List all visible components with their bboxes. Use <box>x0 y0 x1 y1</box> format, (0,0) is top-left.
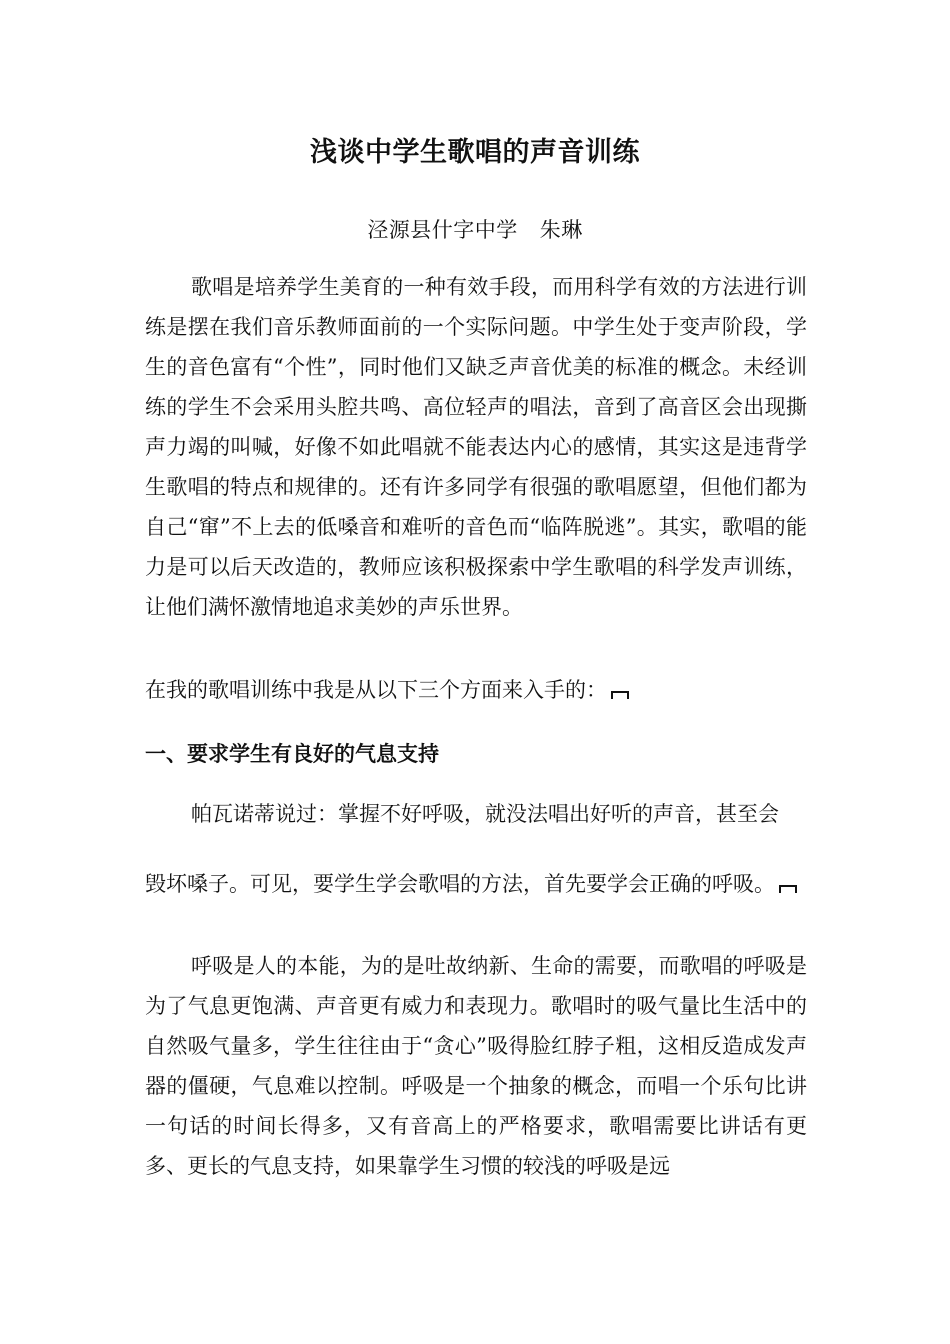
author-line <box>0 214 950 244</box>
breathing-paragraph: 呼吸是人的本能，为的是吐故纳新、生命的需要，而歌唱的呼吸是为了气息更饱满、声音更有威力和表现力。歌唱时的吸气量比生活中的自然吸气量多，学生往往由于“贪心”吸得脸红脖子粗，这相反造成发声器的僵硬，气息难以控制。呼吸是一个抽象的概念，而唱一个乐句比讲一句话的时间长得多，又有音高上的严格要求，歌唱需要比讲话有更多、更长的气息支持，如果靠学生习惯的较浅的呼吸是远 <box>145 954 807 1178</box>
author-name: 朱琳 <box>539 218 583 242</box>
quote-line-2-paragraph <box>145 864 807 904</box>
author-school: 泾源县什字中学 <box>367 218 518 242</box>
return-mark-icon <box>779 885 797 893</box>
quote-line-2: 毁坏嗓子。可见，要学生学会歌唱的方法，首先要学会正确的呼吸。 <box>145 872 775 896</box>
quote-line-1: 帕瓦诺蒂说过：掌握不好呼吸，就没法唱出好听的声音，甚至会 <box>191 802 779 826</box>
lead-in-text: 在我的歌唱训练中我是从以下三个方面来入手的： <box>145 678 607 702</box>
lead-in-paragraph <box>145 670 807 710</box>
section-heading: 一、要求学生有良好的气息支持 <box>145 741 439 766</box>
intro-paragraph: 歌唱是培养学生美育的一种有效手段，而用科学有效的方法进行训练是摆在我们音乐教师面前的一个实际问题。中学生处于变声阶段，学生的音色富有“个性”，同时他们又缺乏声音优美的标准的概念。未经训练的学生不会采用头腔共鸣、高位轻声的唱法，音到了高音区会出现撕声力竭的叫喊，好像不如此唱就不能表达内心的感情，其实这是违背学生歌唱的特点和规律的。还有许多同学有很强的歌唱愿望，但他们都为自己“窜”不上去的低嗓音和难听的音色而“临阵脱逃”。其实，歌唱的能力是可以后天改造的，教师应该积极探索中学生歌唱的科学发声训练，让他们满怀激情地追求美妙的声乐世界。 <box>145 275 807 619</box>
document-title: 浅谈中学生歌唱的声音训练 <box>310 137 640 168</box>
return-mark-icon <box>611 691 629 699</box>
